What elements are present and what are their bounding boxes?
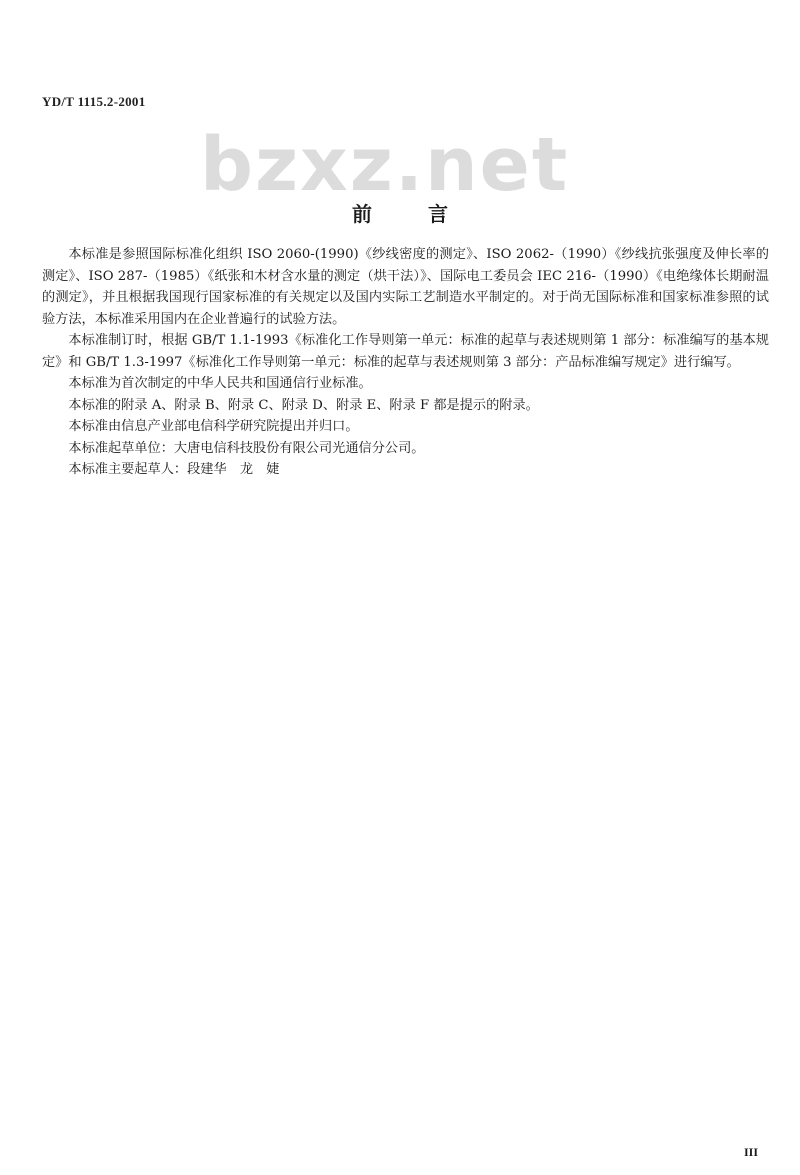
paragraph-appendices: 本标准的附录 A、附录 B、附录 C、附录 D、附录 E、附录 F 都是提示的附录。 (68, 397, 539, 413)
paragraph-first-edition: 本标准为首次制定的中华人民共和国通信行业标准。 (68, 376, 372, 391)
page-title: 前言 (352, 202, 504, 226)
paragraph-reference-standards: 本标准是参照国际标准化组织 ISO 2060-(1990)《纱线密度的测定》、ISO 2062-（1990）《纱线抗张强度及伸长率的测定》、ISO 287-（1985）《纸张和木材含水量的测定（烘干法）》、国际电工委员会 IEC 216-（1990）《电绝缘体长期耐温的测定》，并且根据我国现行国家标准的有关规定以及国内实际工艺制造水平制定的。对于尚无国际标准和国家标准参照的试验方法，本标准采用国内在企业普遍行的试验方法。 (42, 247, 769, 327)
paragraph-proposer: 本标准由信息产业部电信科学研究院提出并归口。 (68, 419, 359, 434)
paragraph-drafting-rules: 本标准制订时，根据 GB/T 1.1-1993《标准化工作导则第一单元：标准的起草与表述规则第 1 部分：标准编写的基本规定》和 GB/T 1.3-1997《标准化工作导则第一单元：标准的起草与表述规则第 3 部分：产品标准编写规定》进行编写。 (42, 333, 769, 370)
standard-code: YD/T 1115.2-2001 (42, 94, 146, 109)
paragraph-drafters: 本标准主要起草人：段建华 龙 婕 (68, 462, 280, 477)
watermark: bzxz.net (200, 122, 570, 208)
paragraph-drafting-organization: 本标准起草单位：大唐电信科技股份有限公司光通信分公司。 (68, 440, 425, 456)
page-number: III (743, 1145, 758, 1159)
foreword-body (42, 244, 769, 481)
